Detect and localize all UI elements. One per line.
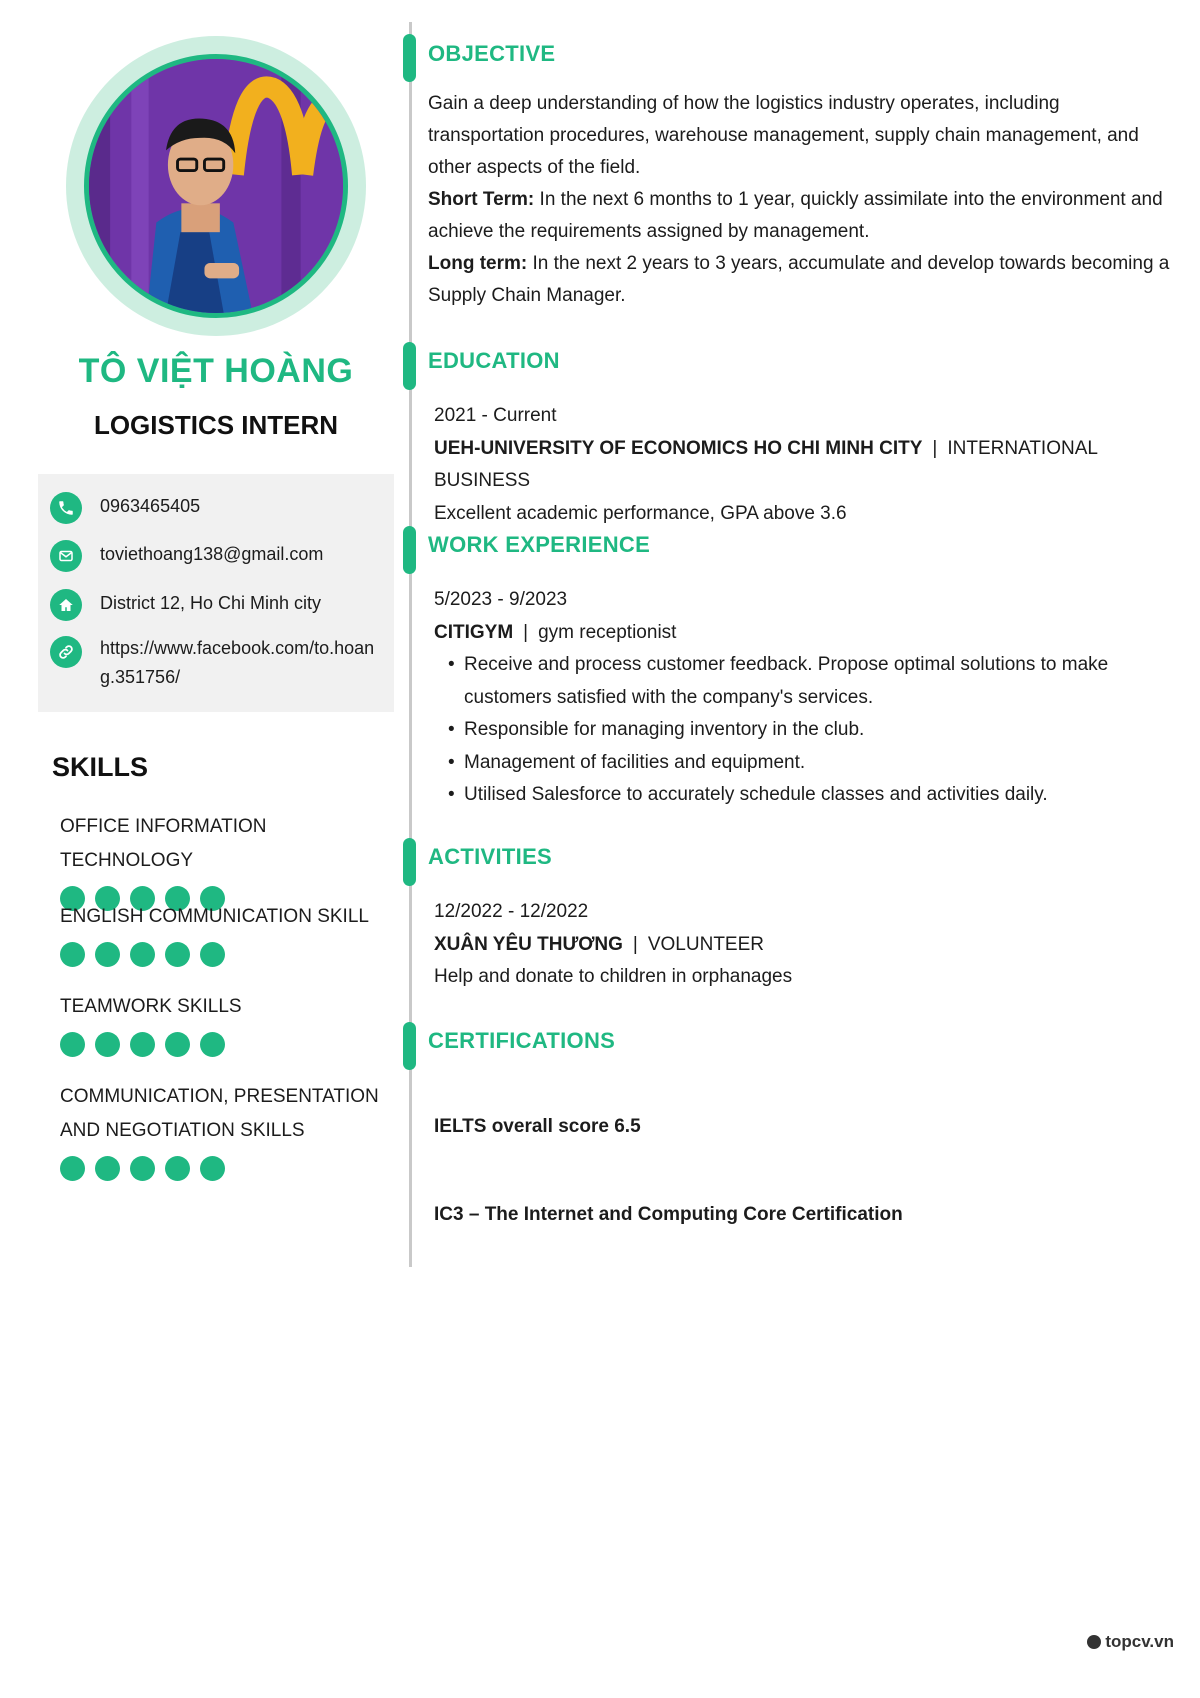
long-term-label: Long term:: [428, 253, 528, 274]
skill-item: [60, 990, 390, 1057]
contact-email[interactable]: toviethoang138@gmail.com: [100, 544, 324, 564]
rating-dot: [165, 942, 190, 967]
separator: |: [632, 933, 638, 955]
long-term-text: In the next 2 years to 3 years, accumulate and develop towards becoming a Supply Chain Manager.: [428, 253, 1170, 306]
skill-rating: [60, 1156, 390, 1181]
list-item: • Receive and process customer feedback. Propose optimal solutions to make customers satisfied with the company's services.: [434, 649, 1174, 714]
email-icon: [50, 540, 82, 572]
contact-phone-row: [50, 492, 384, 524]
skill-name: OFFICE INFORMATION TECHNOLOGY: [60, 816, 267, 871]
activities-org: XUÂN YÊU THƯƠNG: [434, 933, 623, 955]
list-item: • Management of facilities and equipment.: [434, 747, 1174, 780]
short-term-label: Short Term:: [428, 189, 535, 210]
list-item: • Responsible for managing inventory in the club.: [434, 714, 1174, 747]
work-company: CITIGYM: [434, 621, 514, 643]
contact-email-row: [50, 540, 384, 572]
skill-rating: [60, 1032, 390, 1057]
column-divider: [409, 22, 412, 1267]
education-major: INTERNATIONAL BUSINESS: [434, 437, 1098, 491]
activities-role: VOLUNTEER: [647, 933, 764, 955]
education-heading: EDUCATION: [428, 348, 560, 373]
rating-dot: [95, 1156, 120, 1181]
rating-dot: [200, 942, 225, 967]
phone-icon: [50, 492, 82, 524]
brand-text: topcv.vn: [1105, 1632, 1174, 1651]
avatar: [84, 54, 348, 318]
rating-dot: [200, 1032, 225, 1057]
rating-dot: [130, 1156, 155, 1181]
candidate-title: LOGISTICS INTERN: [93, 410, 339, 440]
skill-item: [60, 810, 390, 911]
certification-item: IELTS overall score 6.5: [434, 1116, 641, 1137]
work-bullets: [434, 649, 1174, 812]
contact-address-row: [50, 589, 384, 621]
activities-period: 12/2022 - 12/2022: [434, 901, 589, 922]
rating-dot: [200, 1156, 225, 1181]
contact-phone: 0963465405: [100, 496, 201, 516]
footer-brand: [1087, 1632, 1174, 1652]
work-period: 5/2023 - 9/2023: [434, 589, 568, 610]
section-marker: [403, 1022, 416, 1070]
rating-dot: [95, 942, 120, 967]
section-marker: [403, 342, 416, 390]
contact-address: District 12, Ho Chi Minh city: [100, 593, 322, 613]
contact-facebook[interactable]: https://www.facebook.com/to.hoang.351756/: [100, 638, 375, 687]
rating-dot: [165, 1032, 190, 1057]
skill-name: TEAMWORK SKILLS: [60, 996, 242, 1017]
rating-dot: [60, 942, 85, 967]
profile-photo: [89, 59, 343, 313]
rating-dot: [95, 1032, 120, 1057]
skills-heading: SKILLS: [52, 752, 149, 782]
education-school-line: [434, 433, 1174, 498]
work-company-line: [434, 617, 1174, 650]
contact-facebook-row: [50, 634, 384, 692]
separator: |: [523, 621, 529, 643]
short-term-text: In the next 6 months to 1 year, quickly assimilate into the environment and achieve the requirements assigned by management.: [428, 189, 1163, 242]
rating-dot: [130, 942, 155, 967]
activities-desc: Help and donate to children in orphanages: [434, 966, 793, 987]
section-marker: [403, 526, 416, 574]
candidate-name: TÔ VIỆT HOÀNG: [78, 352, 354, 390]
contact-box: [38, 474, 394, 712]
skill-item: [60, 900, 390, 967]
work-entry: [434, 584, 1174, 812]
rating-dot: [130, 1032, 155, 1057]
link-icon: [50, 636, 82, 668]
objective-summary: Gain a deep understanding of how the logistics industry operates, including transportation procedures, warehouse management, supply chain management, and other aspects of the field.: [428, 93, 1139, 178]
home-icon: [50, 589, 82, 621]
objective-short-term: [428, 184, 1173, 248]
list-item: • Utilised Salesforce to accurately schedule classes and activities daily.: [434, 779, 1174, 812]
objective-heading: OBJECTIVE: [428, 41, 556, 66]
section-marker: [403, 838, 416, 886]
activities-heading: ACTIVITIES: [428, 844, 553, 869]
rating-dot: [60, 1032, 85, 1057]
work-heading: WORK EXPERIENCE: [428, 532, 651, 557]
objective-long-term: [428, 248, 1173, 312]
work-role: gym receptionist: [538, 621, 677, 643]
activities-org-line: [434, 929, 1174, 962]
education-school: UEH-UNIVERSITY OF ECONOMICS HO CHI MINH CITY: [434, 437, 923, 459]
separator: |: [932, 437, 938, 459]
sidebar: [0, 0, 400, 1698]
skill-item: [60, 1080, 390, 1181]
education-period: 2021 - Current: [434, 405, 557, 426]
section-marker: [403, 34, 416, 82]
certification-item: IC3 – The Internet and Computing Core Certification: [434, 1204, 903, 1225]
objective-text: [428, 88, 1173, 312]
rating-dot: [165, 1156, 190, 1181]
certifications-heading: CERTIFICATIONS: [428, 1028, 616, 1053]
skill-name: ENGLISH COMMUNICATION SKILL: [60, 906, 369, 927]
skill-name: COMMUNICATION, PRESENTATION AND NEGOTIATION SKILLS: [60, 1086, 379, 1141]
brand-icon: [1087, 1635, 1101, 1649]
skill-rating: [60, 942, 390, 967]
rating-dot: [60, 1156, 85, 1181]
education-note: Excellent academic performance, GPA above 3.6: [434, 502, 847, 524]
education-entry: [434, 400, 1174, 530]
activities-entry: [434, 896, 1174, 994]
